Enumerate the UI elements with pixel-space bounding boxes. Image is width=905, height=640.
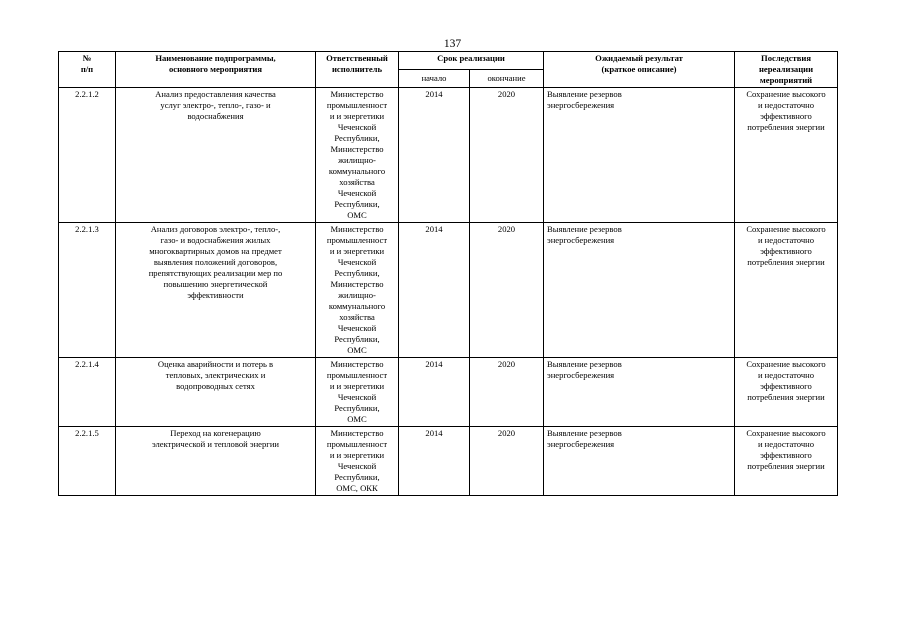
- header-period: Срок реализации: [399, 52, 544, 70]
- table-row: [59, 223, 838, 358]
- page-number: 137: [443, 38, 462, 50]
- header-end: окончание: [470, 70, 544, 88]
- table-row: [59, 427, 838, 496]
- cell-name: Оценка аварийности и потерь в тепловых, электрических и водопроводных сетях: [116, 358, 316, 427]
- cell-name: Анализ предоставления качества услуг электро-, тепло-, газо- и водоснабжения: [116, 88, 316, 223]
- header-num: № п/п: [59, 52, 116, 88]
- activities-table: [58, 51, 838, 496]
- cell-consequences: Сохранение высокого и недостаточно эффективного потребления энергии: [735, 358, 838, 427]
- cell-num: 2.2.1.4: [59, 358, 116, 427]
- cell-end: 2020: [470, 88, 544, 223]
- cell-executor: Министерство промышленност и и энергетики Чеченской Республики, ОМС, ОКК: [316, 427, 399, 496]
- cell-result: Выявление резервов энергосбережения: [544, 223, 735, 358]
- cell-start: 2014: [399, 223, 470, 358]
- header-consequences: Последствия нереализации мероприятий: [735, 52, 838, 88]
- cell-end: 2020: [470, 223, 544, 358]
- cell-result: Выявление резервов энергосбережения: [544, 427, 735, 496]
- cell-end: 2020: [470, 427, 544, 496]
- header-executor: Ответственный исполнитель: [316, 52, 399, 88]
- cell-num: 2.2.1.5: [59, 427, 116, 496]
- table-header: [59, 52, 838, 88]
- header-start: начало: [399, 70, 470, 88]
- cell-end: 2020: [470, 358, 544, 427]
- cell-start: 2014: [399, 358, 470, 427]
- cell-start: 2014: [399, 88, 470, 223]
- cell-executor: Министерство промышленност и и энергетики Чеченской Республики, ОМС: [316, 358, 399, 427]
- cell-consequences: Сохранение высокого и недостаточно эффективного потребления энергии: [735, 427, 838, 496]
- cell-name: Анализ договоров электро-, тепло-, газо- и водоснабжения жилых многоквартирных домов на предмет выявления положений договоров, препятствующих реализации мер по повышению энергетической эффективности: [116, 223, 316, 358]
- cell-num: 2.2.1.3: [59, 223, 116, 358]
- cell-executor: Министерство промышленност и и энергетики Чеченской Республики, Министерство жилищно- коммунального хозяйства Чеченской Республики, ОМС: [316, 223, 399, 358]
- table-row: [59, 88, 838, 223]
- cell-start: 2014: [399, 427, 470, 496]
- header-row: [59, 52, 838, 70]
- cell-result: Выявление резервов энергосбережения: [544, 358, 735, 427]
- cell-consequences: Сохранение высокого и недостаточно эффективного потребления энергии: [735, 223, 838, 358]
- header-name: Наименование подпрограммы, основного мероприятия: [116, 52, 316, 88]
- cell-name: Переход на когенерацию электрической и тепловой энергии: [116, 427, 316, 496]
- cell-executor: Министерство промышленност и и энергетики Чеченской Республики, Министерство жилищно- коммунального хозяйства Чеченской Республики, ОМС: [316, 88, 399, 223]
- cell-num: 2.2.1.2: [59, 88, 116, 223]
- cell-consequences: Сохранение высокого и недостаточно эффективного потребления энергии: [735, 88, 838, 223]
- header-result: Ожидаемый результат (краткое описание): [544, 52, 735, 88]
- table-body: [59, 88, 838, 496]
- table-row: [59, 358, 838, 427]
- cell-result: Выявление резервов энергосбережения: [544, 88, 735, 223]
